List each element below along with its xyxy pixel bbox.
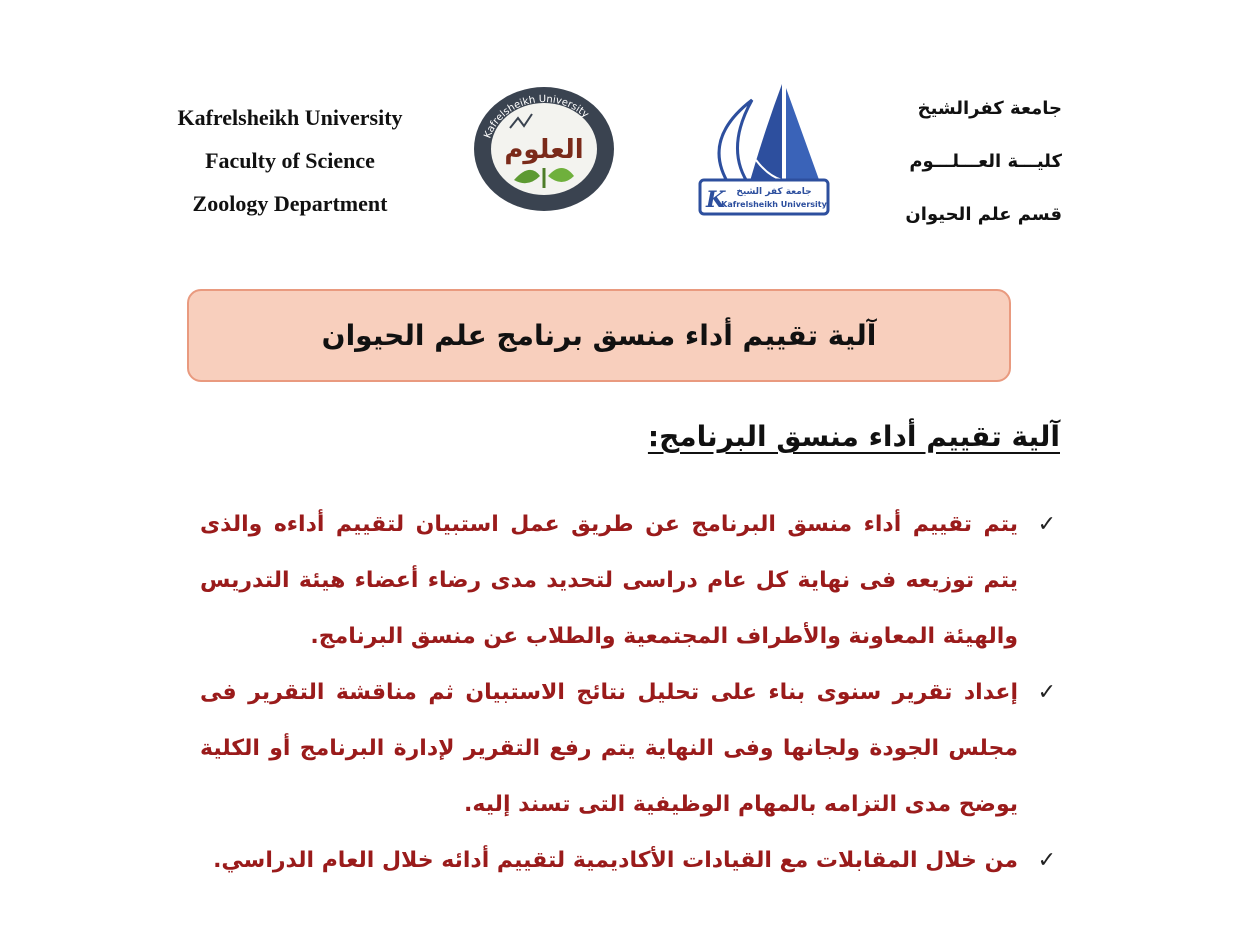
faculty-name-en: Faculty of Science: [205, 148, 375, 173]
section-heading: آلية تقييم أداء منسق البرنامج:: [647, 420, 1060, 453]
list-item: [200, 497, 1060, 665]
svg-text:K: K: [706, 187, 726, 213]
department-name-ar: قسم علم الحيوان: [905, 204, 1062, 225]
arabic-header: [842, 92, 1062, 251]
check-mark-icon: ✓: [1037, 512, 1056, 537]
list-item: [200, 833, 1060, 889]
list-item-text: يتم تقييم أداء منسق البرنامج عن طريق عمل استبيان لتقييم أداءه والذى يتم توزيعه فى نهاية كل عام دراسى لتحديد مدى رضاء أعضاء هيئة التدريس والهيئة المعاونة والأطراف المجتمعية والطلاب عن منسق البرنامج.: [200, 512, 1018, 649]
department-name-en: Zoology Department: [192, 191, 388, 216]
page-title: آلية تقييم أداء منسق برنامج علم الحيوان: [321, 319, 877, 352]
svg-text:Kafrelsheikh University: Kafrelsheikh University: [721, 200, 827, 209]
svg-text:Kafrelsheikh University: Kafrelsheikh University: [482, 93, 591, 140]
list-item-text: من خلال المقابلات مع القيادات الأكاديمية لتقييم أدائه خلال العام الدراسي.: [213, 848, 1018, 873]
svg-text:العلوم: العلوم: [504, 135, 584, 165]
university-name-ar: جامعة كفرالشيخ: [917, 98, 1062, 119]
evaluation-mechanism-list: [200, 497, 1060, 889]
svg-text:جامعة كفر الشيخ: جامعة كفر الشيخ: [736, 187, 812, 197]
university-name-en: Kafrelsheikh University: [177, 105, 403, 130]
faculty-name-ar: كليـــة العـــلـــوم: [909, 151, 1062, 172]
check-mark-icon: ✓: [1037, 848, 1056, 873]
faculty-of-science-logo: [470, 84, 618, 214]
check-mark-icon: ✓: [1037, 680, 1056, 705]
list-item: [200, 665, 1060, 833]
title-box: [187, 289, 1011, 382]
english-header: [150, 100, 430, 229]
kafrelsheikh-university-logo: [690, 80, 838, 220]
list-item-text: إعداد تقرير سنوى بناء على تحليل نتائج الاستبيان ثم مناقشة التقرير فى مجلس الجودة ولجانها وفى النهاية يتم رفع التقرير لإدارة البرنامج أو الكلية يوضح مدى التزامه بالمهام الوظيفية التى تسند إليه.: [200, 680, 1018, 817]
